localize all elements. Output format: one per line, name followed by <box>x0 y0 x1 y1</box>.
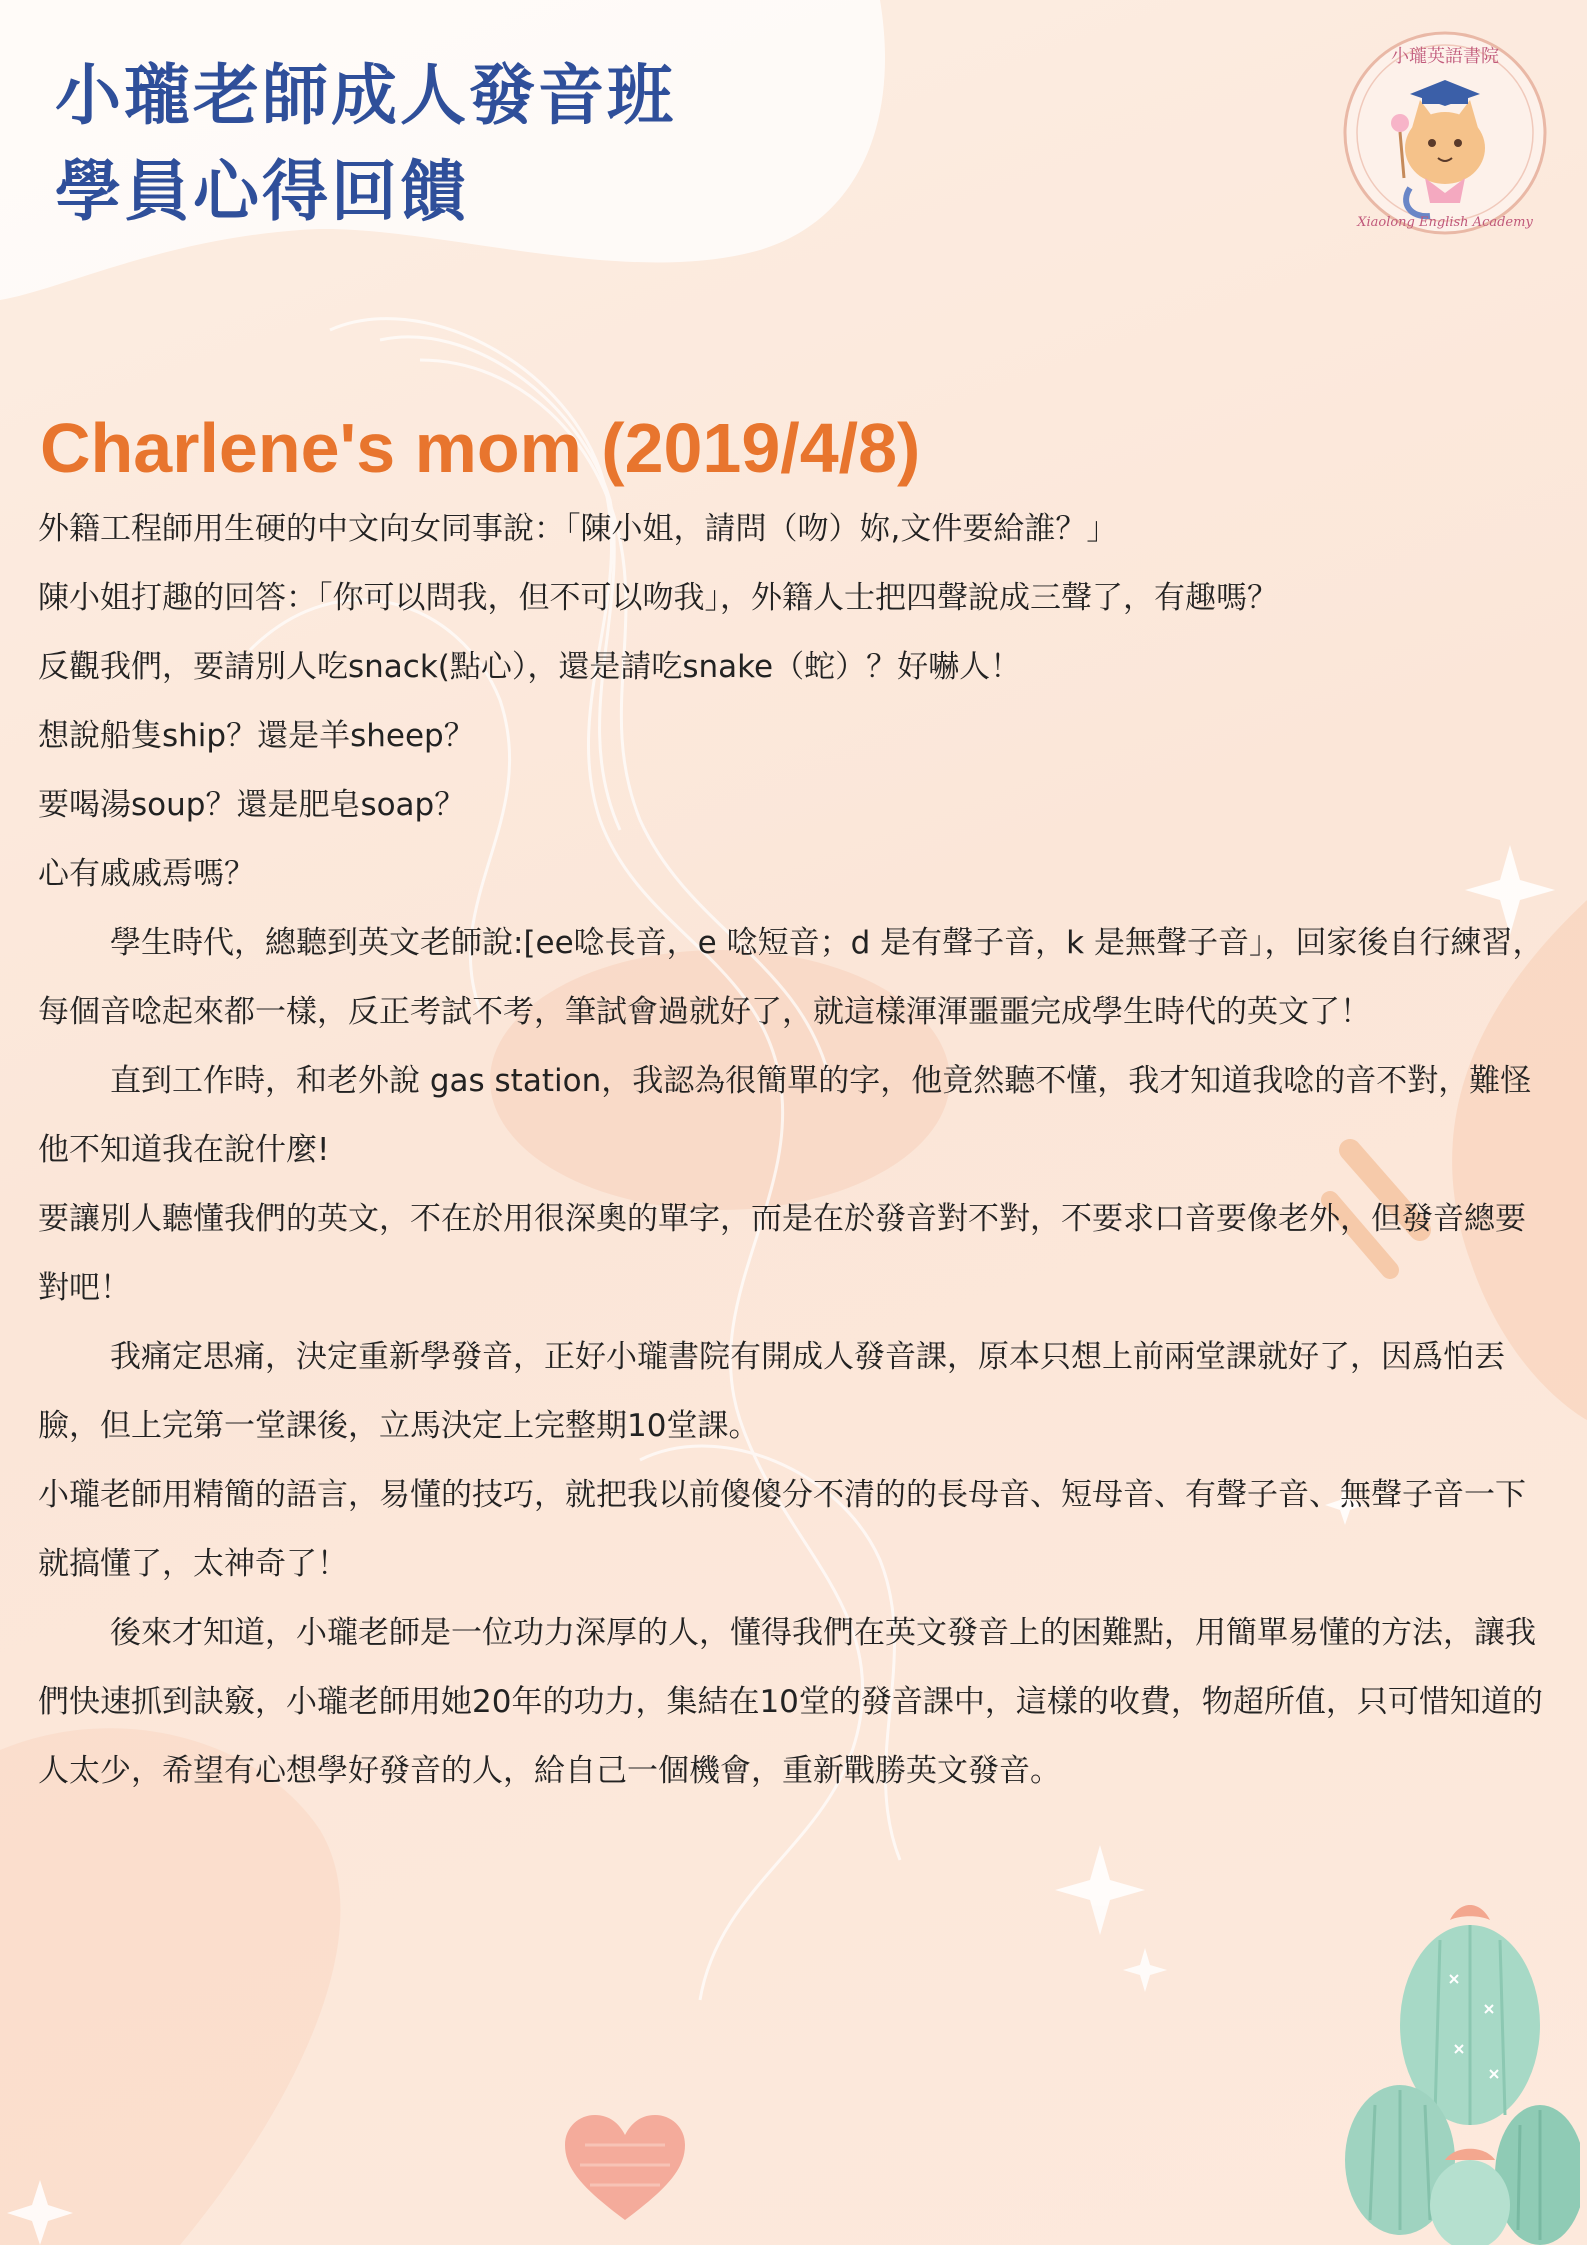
logo-text-chinese: 小瓏英語書院 <box>1391 46 1499 67</box>
cactus-illustration <box>1330 1895 1580 2245</box>
testimonial-heading: Charlene's mom (2019/4/8) <box>40 409 921 487</box>
title-line-1: 小瓏老師成人發音班 <box>55 57 676 134</box>
paragraph-8: 直到工作時，和老外說 gas station，我認為很簡單的字，他竟然聽不懂，我才知道我唸的音不對，難怪他不知道我在說什麼! <box>38 1063 1532 1168</box>
paragraph-5: 要喝湯soup？還是肥皂soap？ <box>38 787 466 823</box>
paragraph-2: 陳小姐打趣的回答：「你可以問我，但不可以吻我」，外籍人士把四聲說成三聲了，有趣嗎？ <box>38 580 1278 616</box>
title-line-2: 學員心得回饋 <box>55 153 469 230</box>
testimonial-body <box>38 495 1553 1806</box>
heart-icon <box>565 2115 685 2225</box>
logo-text-english: Xiaolong English Academy <box>1357 215 1533 230</box>
paragraph-9: 要讓別人聽懂我們的英文，不在於用很深奧的單字，而是在於發音對不對，不要求口音要像老外，但發音總要對吧！ <box>38 1201 1526 1306</box>
paragraph-1: 外籍工程師用生硬的中文向女同事說：「陳小姐，請問（吻）妳,文件要給誰？」 <box>38 511 1118 547</box>
paragraph-10: 我痛定思痛，決定重新學發音，正好小瓏書院有開成人發音課，原本只想上前兩堂課就好了，因爲怕丟臉，但上完第一堂課後，立馬決定上完整期10堂課。 <box>38 1339 1505 1444</box>
paragraph-4: 想說船隻ship？還是羊sheep？ <box>38 718 475 754</box>
paragraph-6: 心有戚戚焉嗎？ <box>38 856 255 892</box>
academy-logo <box>1340 28 1550 238</box>
page-title <box>55 48 676 240</box>
paragraph-12: 後來才知道，小瓏老師是一位功力深厚的人，懂得我們在英文發音上的困難點，用簡單易懂的方法，讓我們快速抓到訣竅，小瓏老師用她20年的功力，集結在10堂的發音課中，這樣的收費，物超所值，只可惜知道的人太少，希望有心想學好發音的人，給自己一個機會，重新戰勝英文發音。 <box>38 1615 1543 1789</box>
paragraph-11: 小瓏老師用精簡的語言，易懂的技巧，就把我以前傻傻分不清的的長母音、短母音、有聲子音、無聲子音一下就搞懂了，太神奇了！ <box>38 1477 1526 1582</box>
paragraph-3: 反觀我們，要請別人吃snack(點心），還是請吃snake（蛇）？好嚇人！ <box>38 649 1022 685</box>
paragraph-7: 學生時代，總聽到英文老師說:[ee唸長音，e 唸短音；d 是有聲子音，k 是無聲子音」，回家後自行練習，每個音唸起來都一樣，反正考試不考，筆試會過就好了，就這樣渾渾噩噩完成學生時代的英文了！ <box>38 925 1544 1030</box>
